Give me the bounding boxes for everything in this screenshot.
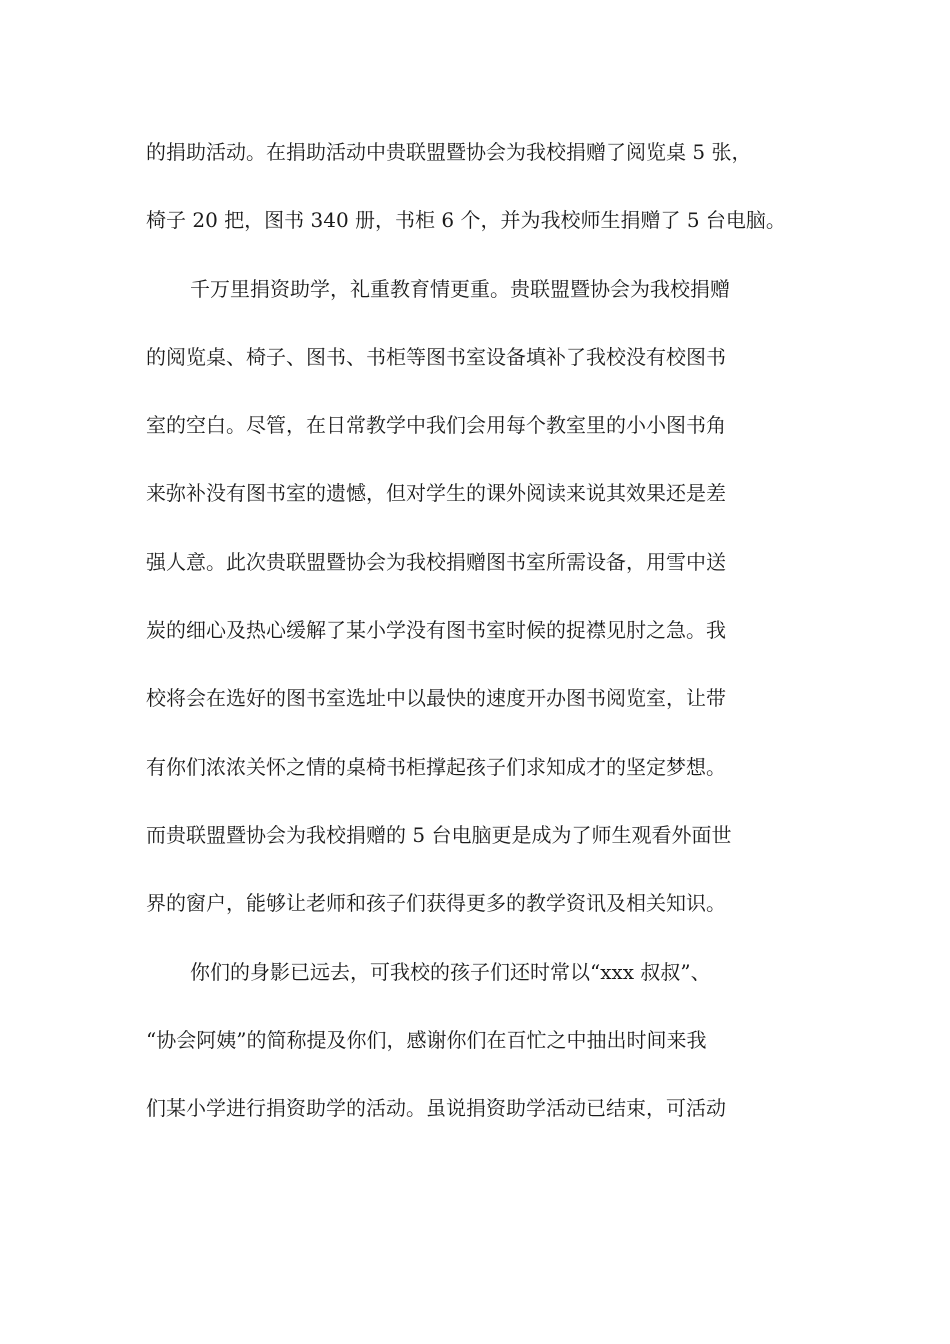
text-line: 来弥补没有图书室的遗憾，但对学生的课外阅读来说其效果还是差 xyxy=(146,481,726,506)
document-body xyxy=(146,132,826,1156)
paragraph-start-line: 千万里捐资助学，礼重教育情更重。贵联盟暨协会为我校捐赠 xyxy=(190,276,730,301)
text-line: 有你们浓浓关怀之情的桌椅书柜撑起孩子们求知成才的坚定梦想。 xyxy=(146,754,726,779)
text-line: 的阅览桌、椅子、图书、书柜等图书室设备填补了我校没有校图书 xyxy=(146,344,726,369)
text-line: 强人意。此次贵联盟暨协会为我校捐赠图书室所需设备，用雪中送 xyxy=(146,549,726,574)
text-line: “协会阿姨”的简称提及你们，感谢你们在百忙之中抽出时间来我 xyxy=(146,1027,707,1052)
text-line: 椅子 20 把，图书 340 册，书柜 6 个，并为我校师生捐赠了 5 台电脑。 xyxy=(146,208,786,233)
text-line: 们某小学进行捐资助学的活动。虽说捐资助学活动已结束，可活动 xyxy=(146,1096,726,1121)
text-line: 室的空白。尽管，在日常教学中我们会用每个教室里的小小图书角 xyxy=(146,413,726,438)
text-line: 的捐助活动。在捐助活动中贵联盟暨协会为我校捐赠了阅览桌 5 张， xyxy=(146,140,752,164)
text-line: 界的窗户，能够让老师和孩子们获得更多的教学资讯及相关知识。 xyxy=(146,891,726,916)
text-line: 而贵联盟暨协会为我校捐赠的 5 台电脑更是成为了师生观看外面世 xyxy=(146,822,732,847)
paragraph-start-line: 你们的身影已远去，可我校的孩子们还时常以“xxx 叔叔”、 xyxy=(190,959,711,984)
text-line: 校将会在选好的图书室选址中以最快的速度开办图书阅览室，让带 xyxy=(146,686,726,711)
text-line: 炭的细心及热心缓解了某小学没有图书室时候的捉襟见肘之急。我 xyxy=(146,618,726,643)
